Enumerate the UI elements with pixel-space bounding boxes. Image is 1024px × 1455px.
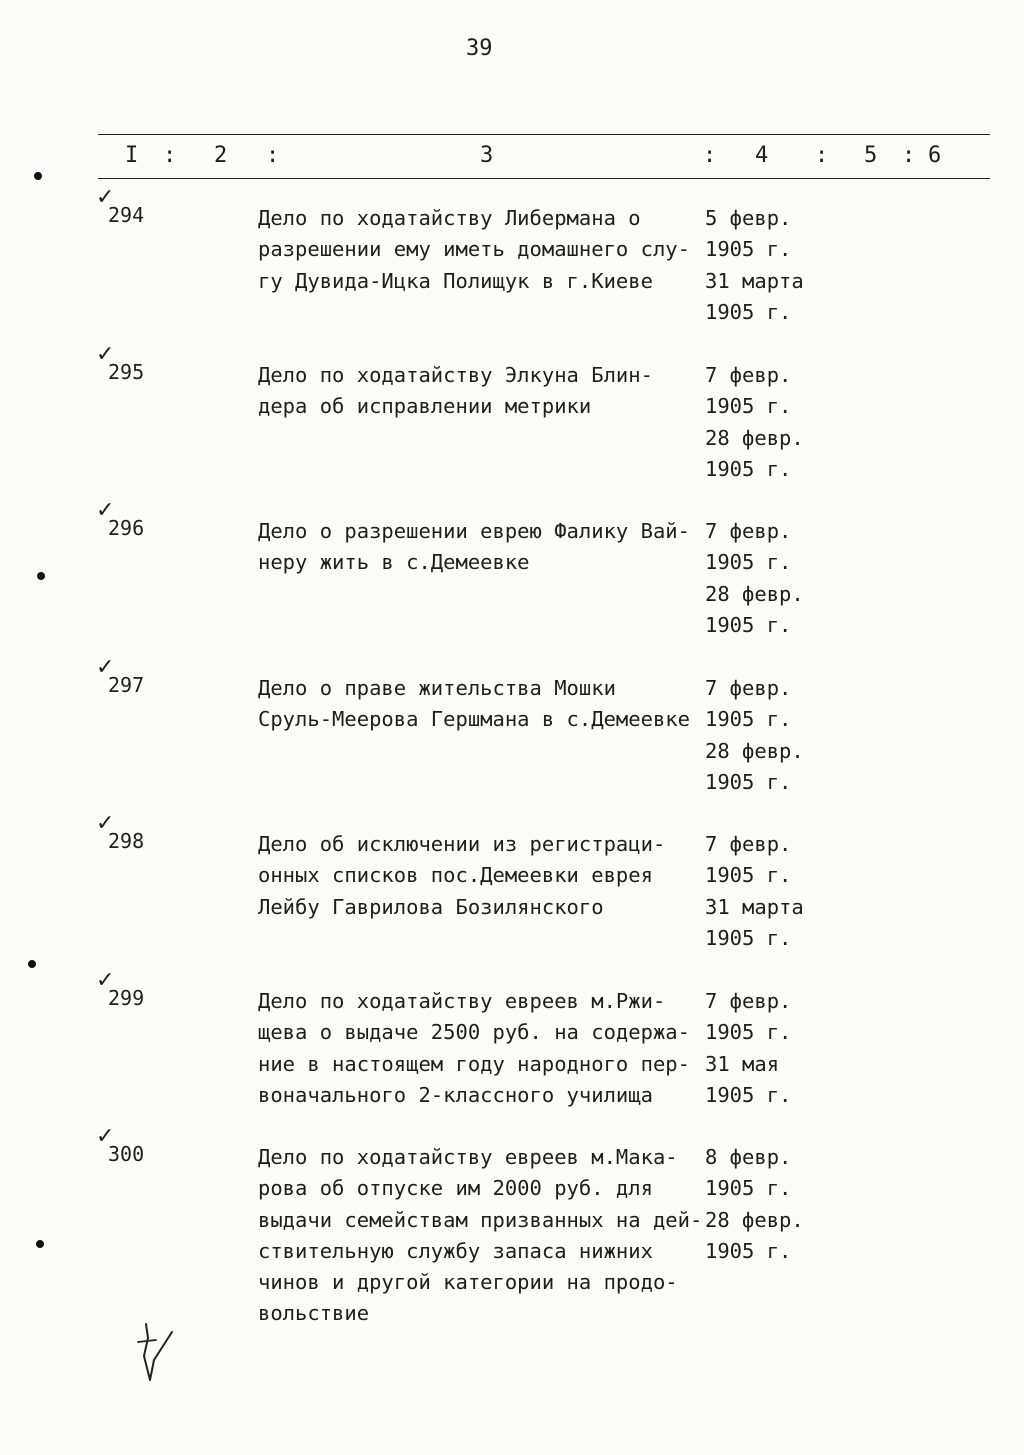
checkmark-icon: ✓ [96,655,115,680]
entry-number: 299 [108,986,145,1010]
start-year: 1905 г. [705,1020,792,1045]
start-date: 7 февр. [705,519,792,543]
description-line: Дело о разрешении еврею Фалику Вай- [258,519,690,543]
end-year: 1905 г. [705,612,792,637]
end-date: 31 мая [705,1051,780,1076]
description-line: гу Дувида-Ицка Полищук в г.Киеве [258,268,653,293]
binding-hole-mark [36,1240,44,1248]
entry-dates [705,203,804,328]
entry-dates [705,360,804,485]
checkmark-icon: ✓ [96,811,115,836]
end-year: 1905 г. [705,1238,792,1263]
description-line: неру жить в с.Демеевке [258,550,530,575]
column-header-6: 6 [928,143,942,168]
list-item [0,342,1024,510]
signature-mark [128,1320,178,1390]
list-item [0,1124,1024,1342]
binding-hole-mark [37,572,45,580]
description-line: Дело по ходатайству Элкуна Блин- [258,363,653,387]
description-line: Дело по ходатайству евреев м.Ржи- [258,989,666,1013]
description-line: Дело по ходатайству Либермана о [258,206,641,230]
entry-description [258,1142,702,1330]
start-date: 7 февр. [705,832,792,856]
start-year: 1905 г. [705,237,792,262]
description-line: Дело об исключении из регистраци- [258,832,666,856]
start-year: 1905 г. [705,863,792,888]
description-line: рова об отпуске им 2000 руб. для [258,1176,653,1201]
column-header-4: 4 [755,143,769,168]
description-line: разрешении ему иметь домашнего слу- [258,237,690,262]
entry-description [258,360,653,423]
end-year: 1905 г. [705,1082,792,1107]
column-header-5: 5 [864,143,878,168]
header-separator: : [902,143,916,168]
description-line: Лейбу Гаврилова Бозилянского [258,894,604,919]
end-date: 31 марта [705,894,804,919]
end-year: 1905 г. [705,925,792,950]
start-date: 7 февр. [705,989,792,1013]
entry-number: 294 [108,203,145,227]
binding-hole-mark [28,960,36,968]
end-year: 1905 г. [705,456,792,481]
checkmark-icon: ✓ [96,968,115,993]
list-item [0,655,1024,823]
header-separator: : [163,143,177,168]
description-line: дера об исправлении метрики [258,394,592,419]
end-date: 28 февр. [705,425,804,450]
start-date: 5 февр. [705,206,792,230]
checkmark-icon: ✓ [96,1124,115,1149]
entry-description [258,203,690,297]
entry-number: 295 [108,360,145,384]
description-line: вольствие [258,1301,370,1326]
entry-dates [705,673,804,798]
start-year: 1905 г. [705,550,792,575]
end-year: 1905 г. [705,299,792,324]
page-number: 39 [466,36,493,61]
start-date: 7 февр. [705,363,792,387]
entry-description [258,986,690,1111]
list-item [0,185,1024,353]
description-line: онных списков пос.Демеевки еврея [258,863,653,888]
header-top-rule [98,134,990,135]
description-line: Сруль-Меерова Гершмана в с.Демеевке [258,707,690,732]
start-date: 8 февр. [705,1145,792,1169]
checkmark-icon: ✓ [96,498,115,523]
entry-description [258,516,690,579]
description-line: ствительную службу запаса нижних [258,1238,653,1263]
start-year: 1905 г. [705,707,792,732]
end-year: 1905 г. [705,769,792,794]
column-header-2: 2 [214,143,228,168]
header-separator: : [703,143,717,168]
entry-dates [705,829,804,954]
description-line: чинов и другой категории на продо- [258,1270,678,1295]
entry-number: 296 [108,516,145,540]
entry-dates [705,1142,804,1267]
end-date: 28 февр. [705,581,804,606]
entry-description [258,829,665,923]
column-header-1: I [125,143,139,168]
header-separator: : [815,143,829,168]
description-line: выдачи семействам призванных на дей- [258,1207,703,1232]
binding-hole-mark [34,172,42,180]
checkmark-icon: ✓ [96,185,115,210]
entry-description [258,673,690,736]
end-date: 31 марта [705,268,804,293]
entry-number: 298 [108,829,145,853]
description-line: ние в настоящем году народного пер- [258,1051,690,1076]
start-year: 1905 г. [705,1176,792,1201]
description-line: Дело по ходатайству евреев м.Мака- [258,1145,678,1169]
entry-number: 300 [108,1142,145,1166]
start-year: 1905 г. [705,394,792,419]
entry-dates [705,986,791,1111]
header-separator: : [266,143,280,168]
description-line: щева о выдаче 2500 руб. на содержа- [258,1020,690,1045]
checkmark-icon: ✓ [96,342,115,367]
entry-dates [705,516,804,641]
list-item [0,498,1024,666]
description-line: Дело о праве жительства Мошки [258,676,616,700]
entry-number: 297 [108,673,145,697]
header-bottom-rule [98,178,990,179]
start-date: 7 февр. [705,676,792,700]
column-header-3: 3 [480,143,494,168]
list-item [0,811,1024,979]
description-line: воначального 2-классного училища [258,1082,653,1107]
list-item [0,968,1024,1136]
end-date: 28 февр. [705,1207,804,1232]
end-date: 28 февр. [705,738,804,763]
